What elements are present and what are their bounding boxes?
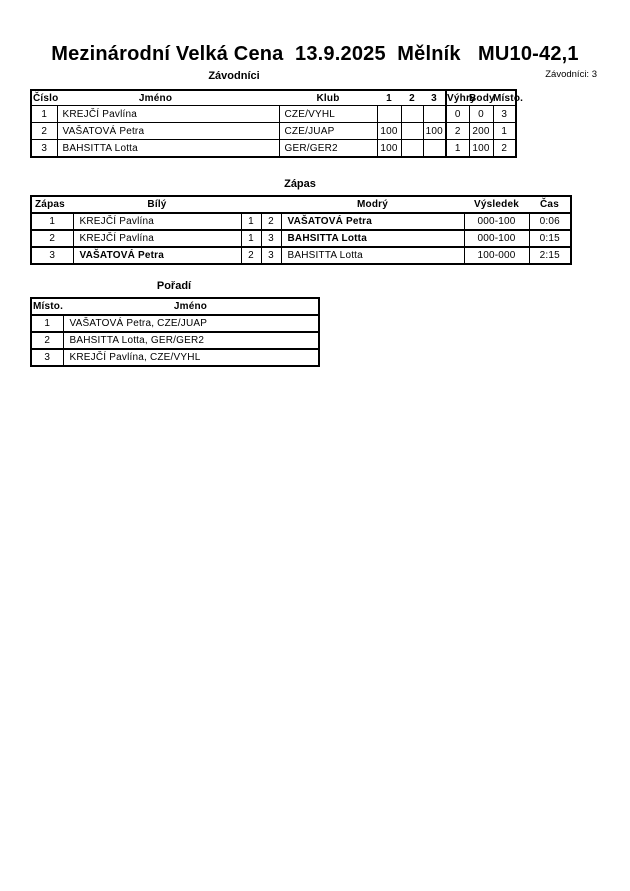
match-time: 2:15	[529, 247, 571, 264]
column-header-cislo-jmeno	[31, 90, 279, 106]
column-header-cislo: Číslo	[33, 92, 59, 104]
ranking-row	[31, 332, 319, 349]
match-blue-name: BAHSITTA Lotta	[281, 247, 464, 264]
competitor-wins: 2	[446, 123, 469, 140]
match-white-number: 1	[241, 213, 261, 230]
column-header-bily: Bílý	[73, 196, 241, 213]
match-result: 000-100	[464, 230, 529, 247]
ranking-name: KREJČÍ Pavlína, CZE/VYHL	[63, 349, 319, 366]
match-white-number: 2	[241, 247, 261, 264]
result-vs-1: 100	[377, 123, 401, 140]
match-white-name: VAŠATOVÁ Petra	[73, 247, 241, 264]
section-label-competitors: Závodníci	[208, 70, 260, 82]
section-label-matches: Zápas	[284, 178, 316, 190]
result-vs-1	[377, 106, 401, 123]
competitors-count: Závodníci: 3	[545, 69, 597, 80]
matches-table	[30, 195, 572, 265]
result-vs-1: 100	[377, 140, 401, 158]
section-label-ranking: Pořadí	[156, 280, 192, 292]
result-vs-2	[401, 123, 423, 140]
match-blue-number: 2	[261, 213, 281, 230]
column-header-bily-cislo	[241, 196, 261, 213]
column-header-modry: Modrý	[281, 196, 464, 213]
ranking-row	[31, 349, 319, 366]
ranking-table	[30, 297, 320, 367]
competitor-points: 0	[469, 106, 493, 123]
column-header-klub: Klub	[279, 90, 377, 106]
competitor-name: VAŠATOVÁ Petra	[57, 123, 279, 140]
ranking-name: VAŠATOVÁ Petra, CZE/JUAP	[63, 315, 319, 332]
match-result: 100-000	[464, 247, 529, 264]
match-blue-number: 3	[261, 230, 281, 247]
ranking-name: BAHSITTA Lotta, GER/GER2	[63, 332, 319, 349]
match-time: 0:06	[529, 213, 571, 230]
match-row	[31, 247, 571, 264]
result-vs-2	[401, 106, 423, 123]
ranking-row	[31, 315, 319, 332]
match-blue-number: 3	[261, 247, 281, 264]
column-header-3: 3	[423, 90, 446, 106]
competitor-number: 3	[31, 140, 57, 158]
column-header-jmeno: Jméno	[63, 298, 319, 315]
column-header-misto: Místo.	[31, 298, 63, 315]
column-header-jmeno: Jméno	[138, 92, 173, 104]
matches-header-row	[31, 196, 571, 213]
match-time: 0:15	[529, 230, 571, 247]
column-header-modry-cislo	[261, 196, 281, 213]
result-vs-2	[401, 140, 423, 158]
competitor-number: 1	[31, 106, 57, 123]
column-header-2: 2	[401, 90, 423, 106]
competitor-points: 100	[469, 140, 493, 158]
match-blue-name: BAHSITTA Lotta	[281, 230, 464, 247]
match-number: 1	[31, 213, 73, 230]
competitor-wins: 1	[446, 140, 469, 158]
competitor-points: 200	[469, 123, 493, 140]
column-header-body: Body	[469, 90, 493, 106]
competitors-table	[30, 89, 524, 158]
competitor-place: 1	[493, 123, 516, 140]
competitor-row	[31, 140, 516, 158]
competitor-club: CZE/JUAP	[279, 123, 377, 140]
competitor-row	[31, 106, 516, 123]
page-title: Mezinárodní Velká Cena 13.9.2025 Mělník MU10-42,1	[51, 43, 579, 65]
ranking-place: 1	[31, 315, 63, 332]
match-row	[31, 230, 571, 247]
competitor-wins: 0	[446, 106, 469, 123]
result-vs-3	[423, 106, 446, 123]
competitor-place: 2	[493, 140, 516, 158]
match-number: 2	[31, 230, 73, 247]
competitor-name: BAHSITTA Lotta	[57, 140, 279, 158]
competitor-club: GER/GER2	[279, 140, 377, 158]
column-header-cas: Čas	[529, 196, 571, 213]
match-number: 3	[31, 247, 73, 264]
match-white-number: 1	[241, 230, 261, 247]
column-header-vysledek: Výsledek	[464, 196, 529, 213]
match-result: 000-100	[464, 213, 529, 230]
competitor-name: KREJČÍ Pavlína	[57, 106, 279, 123]
competitor-number: 2	[31, 123, 57, 140]
result-vs-3	[423, 140, 446, 158]
competitor-club: CZE/VYHL	[279, 106, 377, 123]
match-white-name: KREJČÍ Pavlína	[73, 230, 241, 247]
competitor-row	[31, 123, 516, 140]
match-row	[31, 213, 571, 230]
column-header-1: 1	[377, 90, 401, 106]
column-header-vyhry: Výhry	[446, 90, 469, 106]
match-white-name: KREJČÍ Pavlína	[73, 213, 241, 230]
ranking-place: 3	[31, 349, 63, 366]
competitors-header-row	[31, 90, 516, 106]
column-header-zapas: Zápas	[31, 196, 73, 213]
competitor-place: 3	[493, 106, 516, 123]
column-header-misto: Místo.	[493, 90, 516, 106]
ranking-header-row	[31, 298, 319, 315]
ranking-place: 2	[31, 332, 63, 349]
result-vs-3: 100	[423, 123, 446, 140]
match-blue-name: VAŠATOVÁ Petra	[281, 213, 464, 230]
